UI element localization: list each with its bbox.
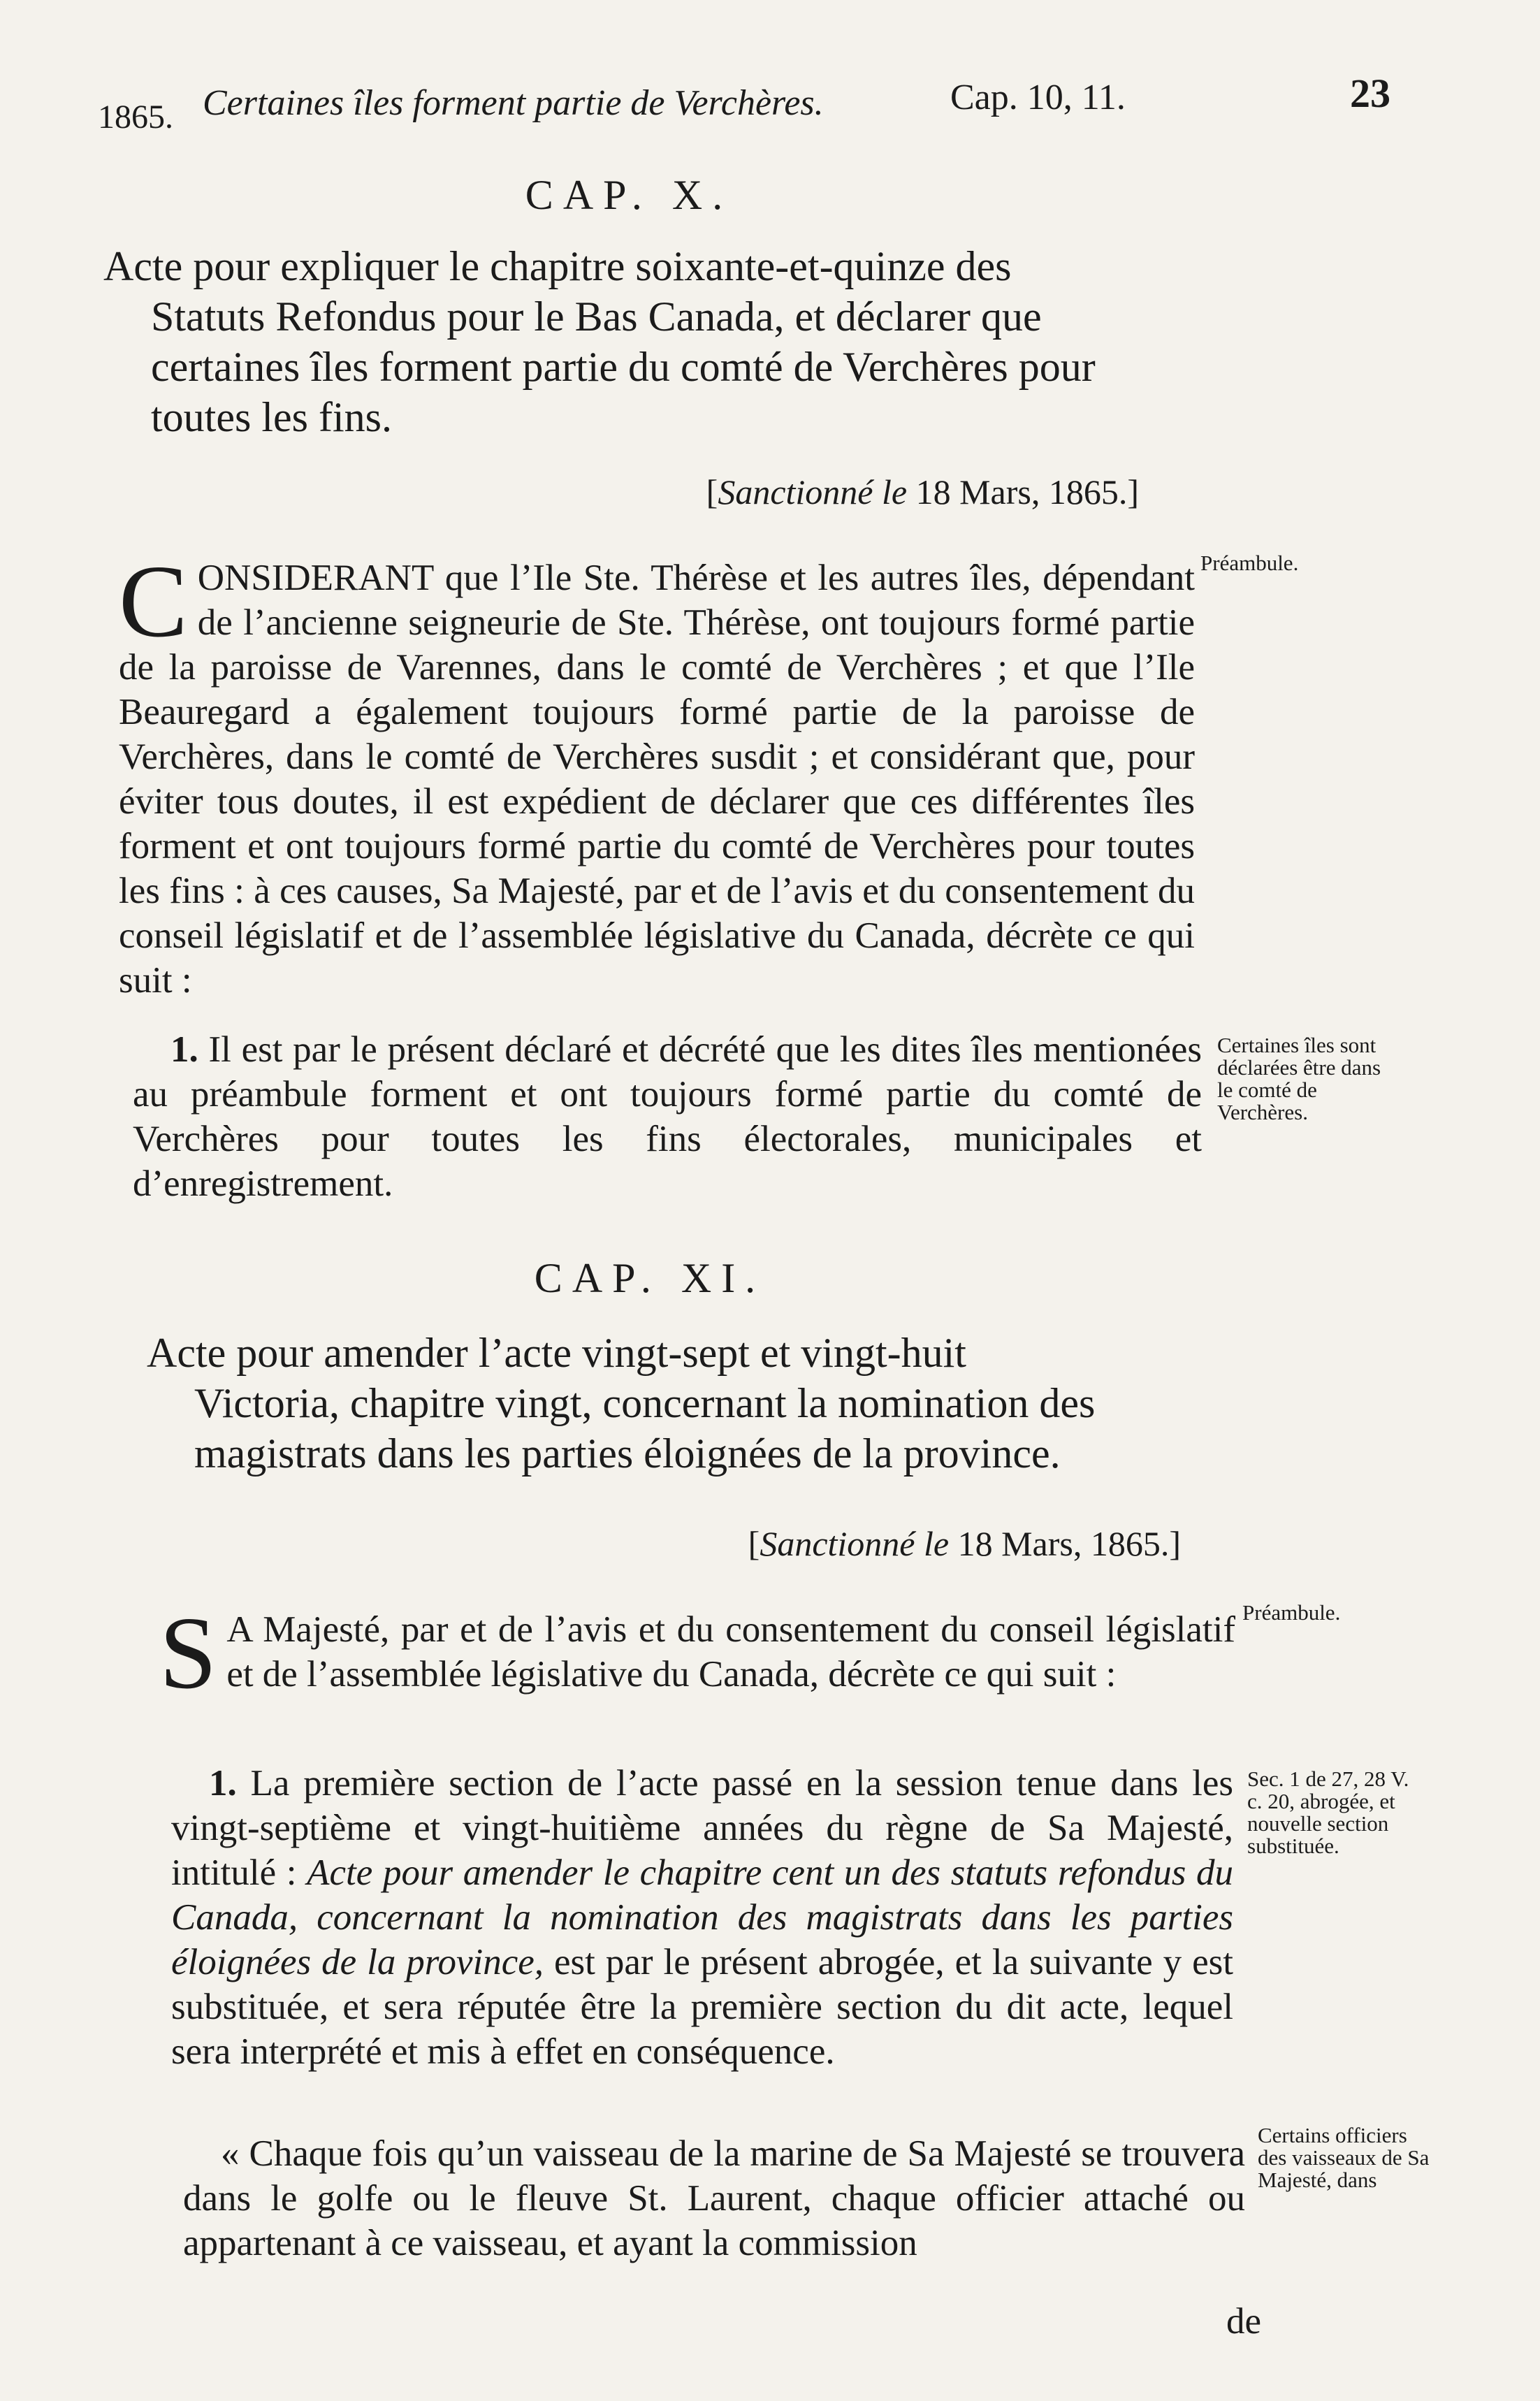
cap11-title-first-line: Acte pour amender l’acte vingt-sept et vingt-huit <box>147 1330 966 1376</box>
cap11-preamble-note: Préambule. <box>1242 1600 1341 1625</box>
cap10-preamble-text: ONSIDERANT que l’Ile Ste. Thérèse et les autres îles, dépendant de l’ancienne seigneurie de Ste. Thérèse, ont toujours formé partie de la paroisse de Varennes, dans le comté de Verchères ; et que l’Ile Beauregard a également toujours formé partie de la paroisse de Verchères, dans le comté de Verchères susdit ; et considérant que, pour éviter tous doutes, il est expédient de déclarer que ces différentes îles forment et ont toujours formé partie du comté de Verchères pour toutes les fins : à ces causes, Sa Majesté, par et de l’avis et du consentement du conseil législatif et de l’assemblée législative du Canada, décrète ce qui suit : <box>119 558 1195 1001</box>
cap11-section-1-act-title: Acte pour amender le chapitre cent un des statuts refondus du Canada, concernant la nomination des magistrats dans les parties éloignées de la province, <box>171 1852 1234 1982</box>
cap10-act-title <box>103 241 1193 442</box>
page-number: 23 <box>1350 71 1390 116</box>
cap10-sanction-date: 18 Mars, 1865. <box>915 472 1128 512</box>
cap11-quote-text: « Chaque fois qu’un vaisseau de la marine de Sa Majesté se trouvera dans le golfe ou le fleuve St. Laurent, chaque officier attaché ou appartenant à ce vaisseau, et ayant la commission <box>183 2133 1245 2263</box>
cap10-section-1-number: 1. <box>170 1029 198 1070</box>
cap11-preamble-text: A Majesté, par et de l’avis et du consentement du conseil législatif et de l’assemblée législative du Canada, décrète ce qui suit : <box>226 1609 1235 1695</box>
cap10-title-first-line: Acte pour expliquer le chapitre soixante-et-quinze des <box>103 243 1012 289</box>
cap10-title-rest: Statuts Refondus pour le Bas Canada, et déclarer que certaines îles forment partie du comté de Verchères pour toutes les fins. <box>151 293 1096 440</box>
cap10-dropcap: C <box>119 544 188 659</box>
cap10-heading: CAP. X. <box>525 172 733 218</box>
cap11-title-rest: Victoria, chapitre vingt, concernant la nomination des magistrats dans les parties éloignées de la province. <box>194 1380 1096 1477</box>
cap11-sanction-label: Sanctionné le <box>760 1524 950 1563</box>
cap10-preamble-note: Préambule. <box>1200 551 1299 575</box>
cap11-section-1-note: Sec. 1 de 27, 28 V. c. 20, abrogée, et nouvelle section substituée. <box>1247 1767 1409 1858</box>
cap10-sanction-label: Sanctionné le <box>718 472 908 512</box>
cap10-section-1 <box>133 1027 1202 1206</box>
running-head-title: Certaines îles forment partie de Verchères. <box>203 83 824 123</box>
cap10-sanction: [Sanctionné le 18 Mars, 1865.] <box>706 472 1139 512</box>
cap11-section-1-text-a: La première section de l’acte passé en la session tenue dans les vingt-septième et vingt-huitième années du règne de Sa Majesté, intitulé : <box>171 1763 1233 1893</box>
catchword: de <box>1226 2301 1262 2342</box>
running-head-year: 1865. <box>98 99 173 136</box>
running-head-chapters: Cap. 10, 11. <box>950 78 1126 117</box>
cap10-section-1-note: Certaines îles sont déclarées être dans le comté de Verchères. <box>1217 1033 1381 1124</box>
cap11-section-1-number: 1. <box>209 1763 237 1804</box>
cap11-preamble <box>159 1596 1235 1711</box>
cap11-dropcap: S <box>159 1596 217 1711</box>
cap11-quote-note: Certains officiers des vaisseaux de Sa Majesté, dans <box>1258 2123 1430 2192</box>
cap11-act-title <box>147 1328 1223 1479</box>
cap11-section-1 <box>171 1761 1233 2074</box>
running-head <box>98 70 1411 136</box>
cap11-sanction: [Sanctionné le 18 Mars, 1865.] <box>748 1524 1181 1563</box>
cap10-section-1-text: Il est par le présent déclaré et décrété que les dites îles mentionées au préambule forment et ont toujours formé partie du comté de Verchères pour toutes les fins électorales, municipales et d’enregistrement. <box>133 1029 1203 1204</box>
cap11-heading: CAP. XI. <box>534 1255 766 1301</box>
cap11-sanction-date: 18 Mars, 1865. <box>957 1524 1170 1563</box>
cap10-preamble <box>119 544 1195 1003</box>
cap11-quote <box>183 2131 1245 2265</box>
cap11-section-1-text-b: est par le présent abrogée, et la suivante y est substituée, et sera réputée être la première section du dit acte, lequel sera interprété et mis à effet en conséquence. <box>171 1942 1234 2072</box>
